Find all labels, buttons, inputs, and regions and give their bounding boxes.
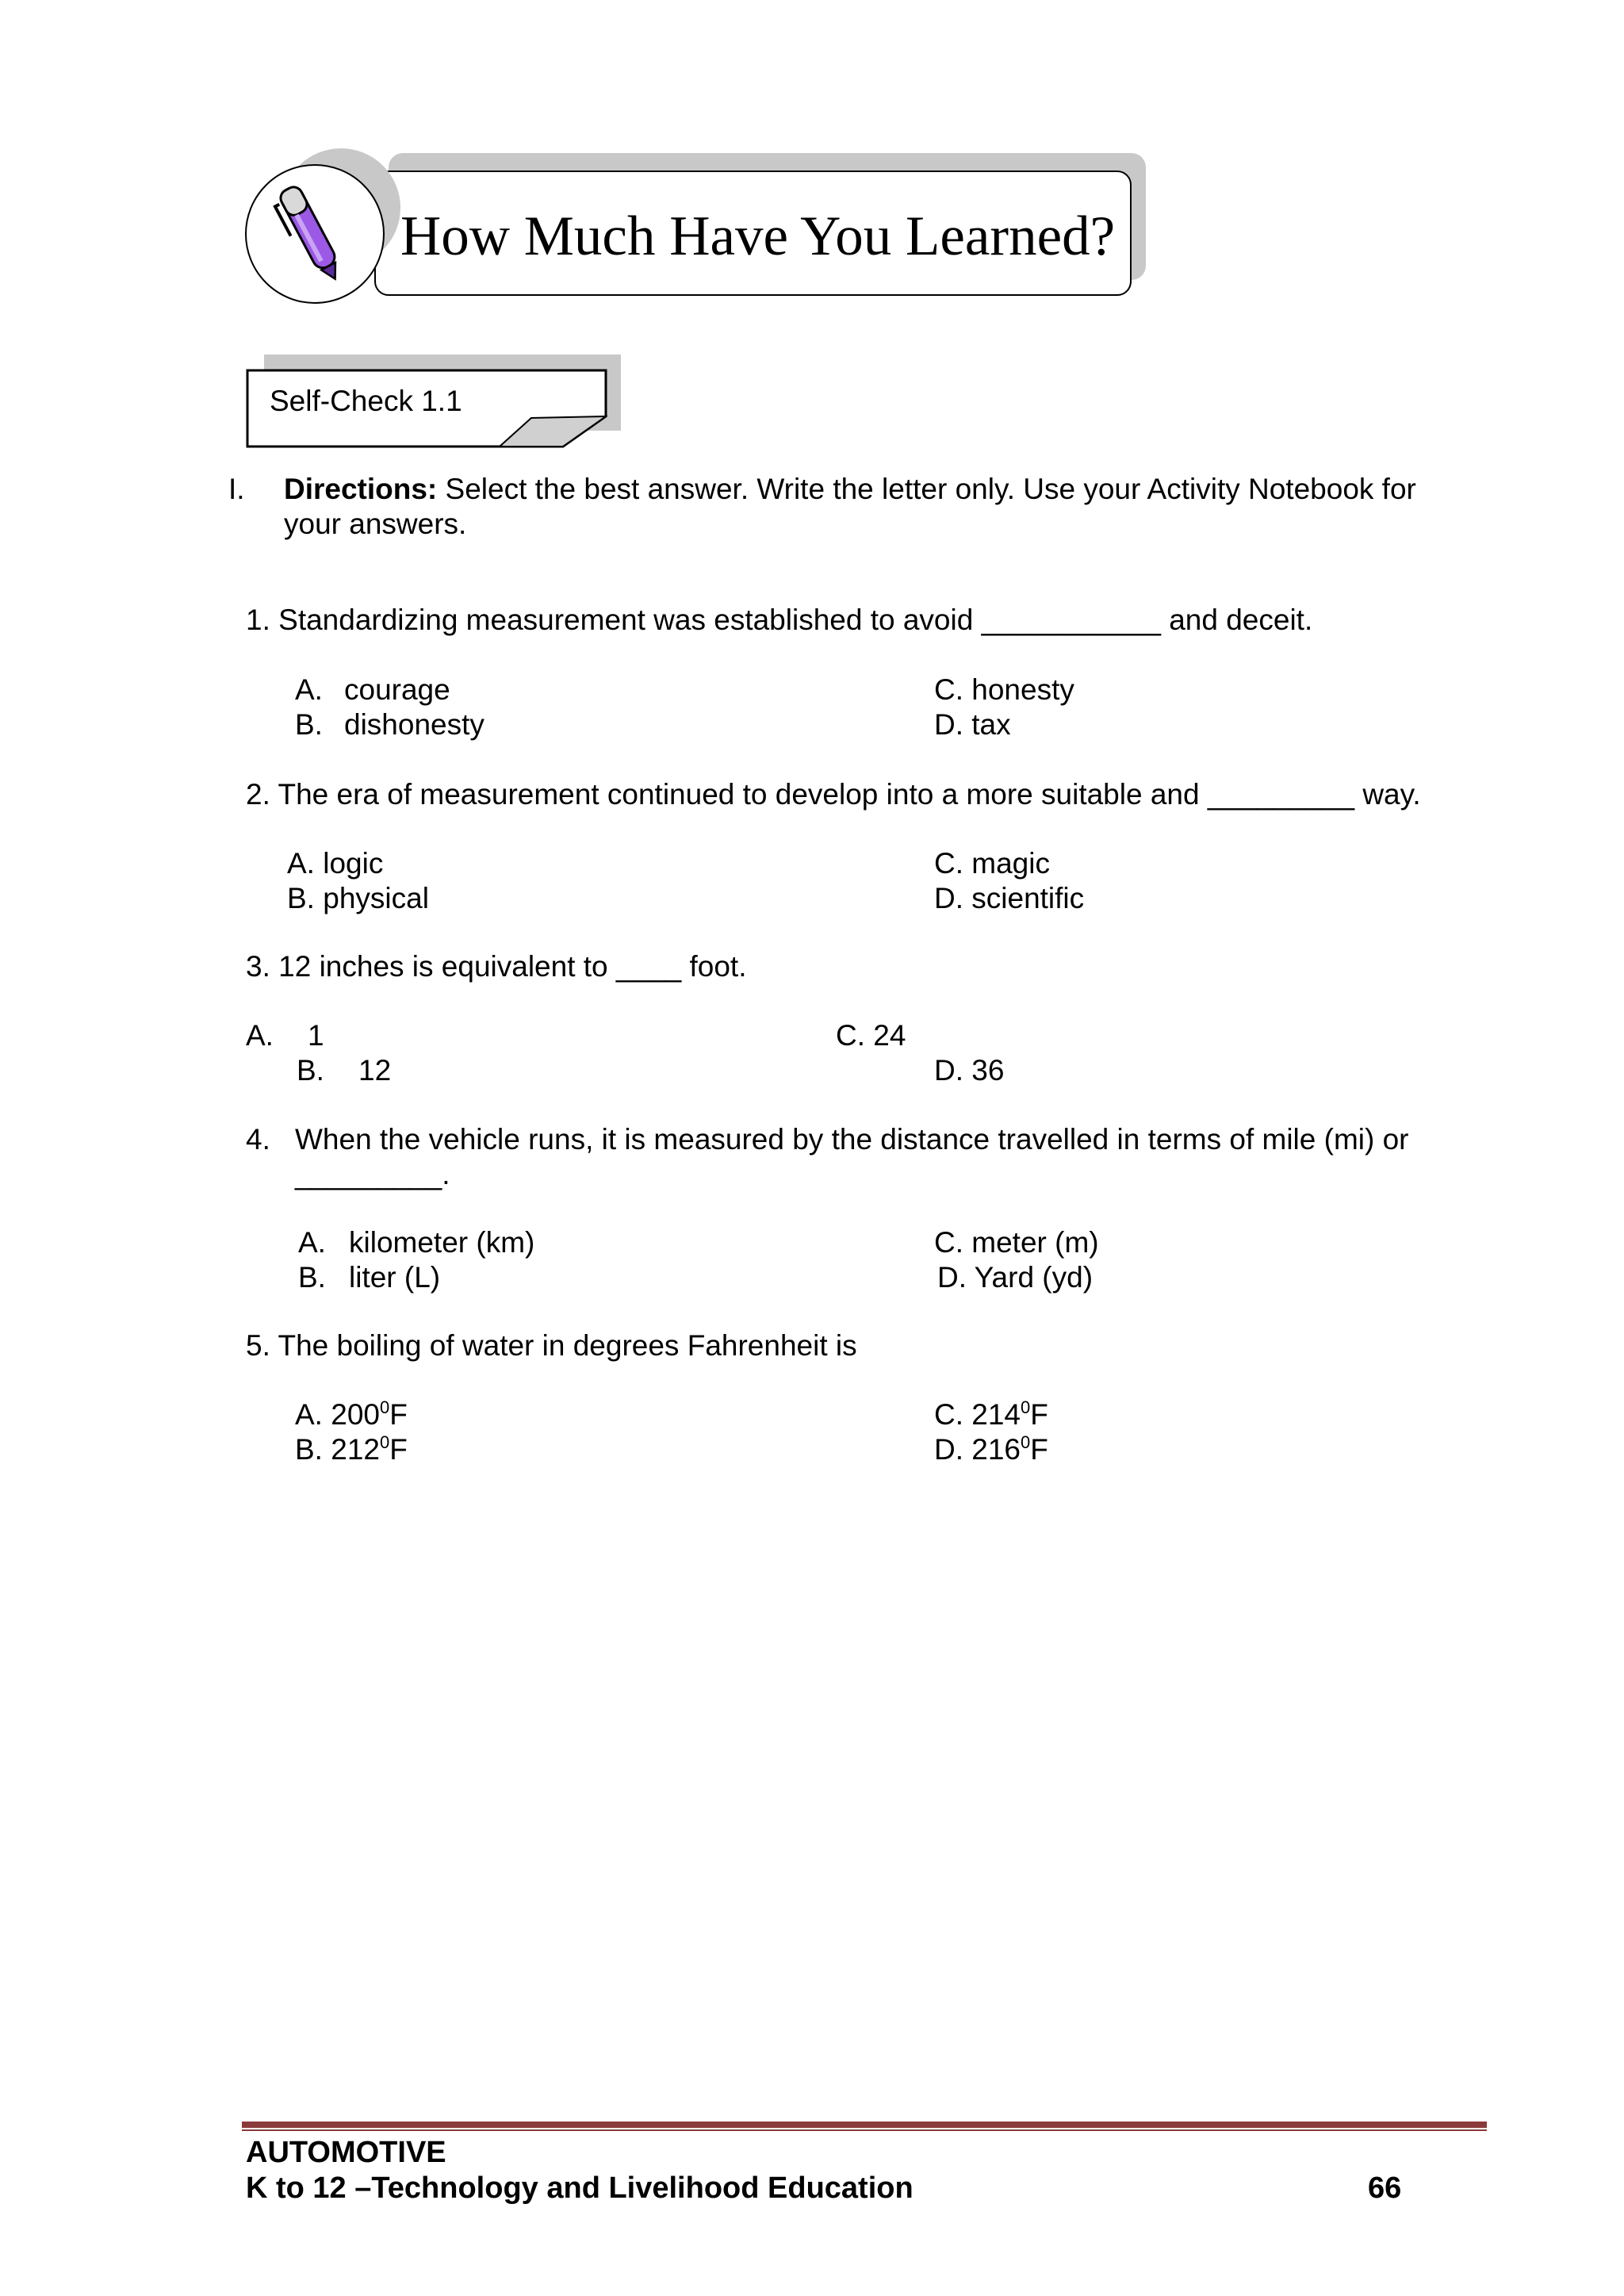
directions-text: Select the best answer. Write the letter only. Use your Activity Notebook for xyxy=(445,473,1416,505)
question-1-option-b: dishonesty xyxy=(344,708,485,741)
question-1-stem: 1. Standardizing measurement was established to avoid ___________ and deceit. xyxy=(246,604,1313,636)
pen-icon xyxy=(245,164,385,304)
question-4-option-a: kilometer (km) xyxy=(349,1226,535,1259)
question-5-option-c-value: C. 214 xyxy=(934,1398,1021,1431)
question-4-stem-line-2: _________. xyxy=(295,1158,450,1190)
question-2-option-c: C. magic xyxy=(934,847,1050,880)
directions-line-2: your answers. xyxy=(284,508,467,540)
question-4-option-c: C. meter (m) xyxy=(934,1226,1099,1259)
degree-superscript: 0 xyxy=(1021,1432,1031,1452)
question-3-option-b-letter: B. xyxy=(297,1054,324,1087)
question-5-option-d xyxy=(934,1432,1048,1467)
question-5-option-a-value: A. 200 xyxy=(295,1398,380,1431)
footer-rule xyxy=(242,2122,1487,2132)
directions-numeral: I. xyxy=(228,473,245,505)
question-3-option-c: C. 24 xyxy=(836,1019,906,1052)
unit-fahrenheit: F xyxy=(1030,1433,1048,1466)
question-5-stem: 5. The boiling of water in degrees Fahrenheit is xyxy=(246,1329,857,1362)
page-number: 66 xyxy=(1368,2171,1402,2205)
question-3-option-b: 12 xyxy=(358,1054,392,1087)
question-1-option-d: D. tax xyxy=(934,708,1011,741)
self-check-label: Self-Check 1.1 xyxy=(270,385,462,417)
question-5-option-c xyxy=(934,1397,1048,1432)
question-1-option-a-letter: A. xyxy=(295,673,323,706)
question-5-option-d-value: D. 216 xyxy=(934,1433,1021,1466)
question-2-option-a: A. logic xyxy=(287,847,384,880)
question-2-option-b: B. physical xyxy=(287,882,429,914)
degree-superscript: 0 xyxy=(379,1432,390,1452)
directions-line-1 xyxy=(284,472,1416,507)
question-1-option-c: C. honesty xyxy=(934,673,1074,706)
page-title: How Much Have You Learned? xyxy=(400,205,1116,267)
question-2-option-d: D. scientific xyxy=(934,882,1085,914)
question-4-number: 4. xyxy=(246,1123,270,1156)
question-1-option-a: courage xyxy=(344,673,450,706)
degree-superscript: 0 xyxy=(379,1397,390,1417)
unit-fahrenheit: F xyxy=(389,1433,408,1466)
question-4-stem-line-1: When the vehicle runs, it is measured by the distance travelled in terms of mile (mi) or xyxy=(295,1123,1409,1156)
directions-label: Directions: xyxy=(284,473,438,505)
question-3-option-a: 1 xyxy=(308,1019,324,1052)
question-3-stem: 3. 12 inches is equivalent to ____ foot. xyxy=(246,950,747,983)
question-4-option-d: D. Yard (yd) xyxy=(937,1261,1094,1294)
question-3-option-a-letter: A. xyxy=(246,1019,274,1052)
question-1-option-b-letter: B. xyxy=(295,708,323,741)
question-5-option-b-value: B. 212 xyxy=(295,1433,380,1466)
question-4-option-b: liter (L) xyxy=(349,1261,441,1294)
question-5-option-b xyxy=(295,1432,408,1467)
question-4-option-b-letter: B. xyxy=(298,1261,326,1294)
unit-fahrenheit: F xyxy=(1030,1398,1048,1431)
degree-superscript: 0 xyxy=(1021,1397,1031,1417)
question-4-option-a-letter: A. xyxy=(298,1226,326,1259)
question-2-stem: 2. The era of measurement continued to develop into a more suitable and _________ way. xyxy=(246,778,1421,811)
footer-subject: AUTOMOTIVE xyxy=(246,2136,446,2169)
unit-fahrenheit: F xyxy=(389,1398,408,1431)
question-5-option-a xyxy=(295,1397,408,1432)
question-3-option-d: D. 36 xyxy=(934,1054,1005,1087)
footer-course: K to 12 –Technology and Livelihood Education xyxy=(246,2171,914,2205)
